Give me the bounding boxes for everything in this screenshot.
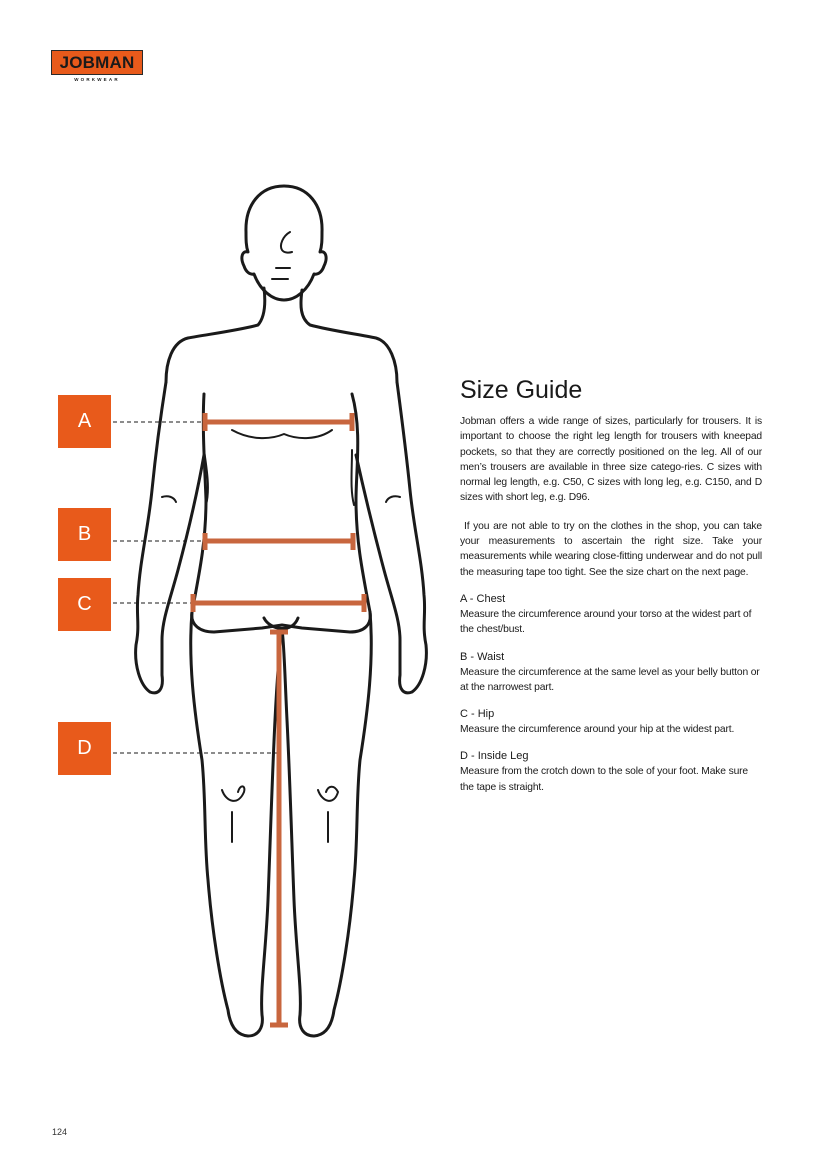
measurement-waist (460, 650, 762, 696)
measurement-description: Measure the circumference around your torso at the widest part of the chest/bust. (460, 608, 752, 636)
right-arm-outline (356, 382, 426, 693)
label-c: C (58, 578, 111, 631)
page-number: 124 (52, 1127, 68, 1137)
face-features (272, 232, 292, 279)
label-d: D (58, 722, 111, 775)
measurement-inside-leg (460, 749, 762, 795)
left-leg-outline (191, 612, 282, 1036)
measurement-chest (460, 592, 762, 638)
waist-detail (204, 450, 354, 505)
right-leg-outline (282, 612, 371, 1036)
label-a: A (58, 395, 111, 448)
measurement-description: Measure the circumference around your hip at the widest part. (460, 724, 735, 736)
measurement-title: B - Waist (460, 650, 505, 663)
intro-paragraph: Jobman offers a wide range of sizes, particularly for trousers. It is important to choose the right leg length for trousers with kneepad pockets, so that they are correctly positioned on the leg. All of our men’s trousers are available in three size catego-ries. C sizes with normal leg length, e.g. C50, C sizes with long leg, e.g. C150, and D sizes with short leg, e.g. D96. (460, 416, 762, 504)
logo-subtitle: WORKWEAR (74, 77, 120, 82)
torso-outline (192, 394, 371, 632)
chest-detail (232, 430, 332, 438)
measurement-title: D - Inside Leg (460, 750, 529, 763)
advice-paragraph: If you are not able to try on the clothes in the shop, you can take your measurements to ascertain the right size. Take your measurements while wearing close-fitting underwear and do not pull the measuring tape too tight. See the size chart on the next page. (460, 520, 762, 578)
logo-wordmark: JOBMAN (51, 50, 143, 75)
size-guide-text (460, 376, 762, 795)
head-outline (242, 186, 326, 300)
left-arm-outline (136, 382, 204, 693)
measurement-description: Measure from the crotch down to the sole of your foot. Make sure the tape is straight. (460, 766, 749, 793)
size-guide-title: Size Guide (460, 376, 583, 404)
label-b: B (58, 508, 111, 561)
measurement-description: Measure the circumference at the same level as your belly button or at the narrowest part. (460, 666, 760, 693)
measurement-title: C - Hip (460, 708, 495, 721)
neck-shoulders (166, 288, 397, 382)
measurement-hip (460, 707, 762, 737)
measurement-title: A - Chest (460, 592, 506, 605)
